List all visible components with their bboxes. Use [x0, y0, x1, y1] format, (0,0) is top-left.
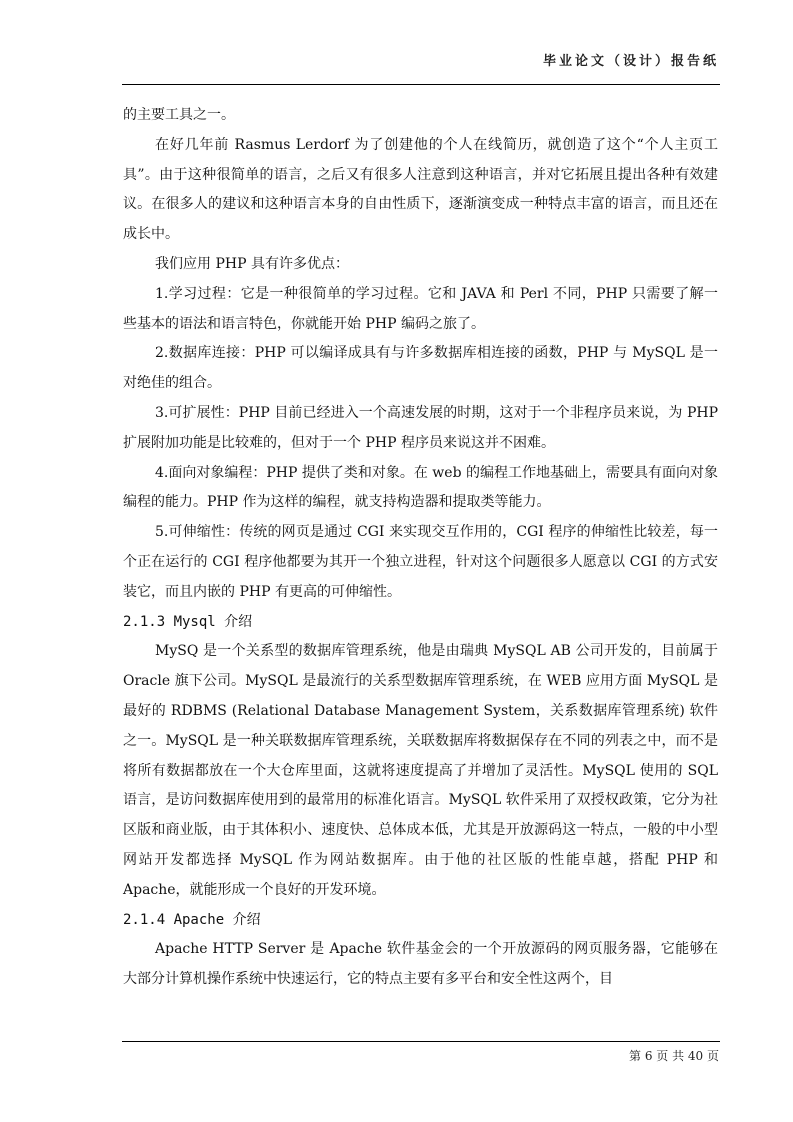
- list-item: 5.可伸缩性：传统的网页是通过 CGI 来实现交互作用的，CGI 程序的伸缩性比较差，每一个正在运行的 CGI 程序他都要为其开一个独立进程，针对这个问题很多人愿意以 CGI 的方式安装它，而且内嵌的 PHP 有更高的可伸缩性。: [123, 524, 718, 600]
- document-body: [123, 101, 718, 995]
- list-item: 2.数据库连接：PHP 可以编译成具有与许多数据库相连接的函数，PHP 与 MySQL 是一对绝佳的组合。: [123, 345, 718, 392]
- list-item: 4.面向对象编程：PHP 提供了类和对象。在 web 的编程工作地基础上，需要具有面向对象编程的能力。PHP 作为这样的编程，就支持构造器和提取类等能力。: [123, 464, 718, 511]
- list-item: 3.可扩展性：PHP 目前已经进入一个高速发展的时期，这对于一个非程序员来说，为 PHP 扩展附加功能是比较难的，但对于一个 PHP 程序员来说这并不困难。: [123, 404, 718, 451]
- paragraph: 在好几年前 Rasmus Lerdorf 为了创建他的个人在线简历，就创造了这个“个人主页工具”。由于这种很简单的语言，之后又有很多人注意到这种语言，并对它拓展且提出各种有效建议。在很多人的建议和这种语言本身的自由性质下，逐渐演变成一种特点丰富的语言，而且还在成长中。: [123, 136, 718, 243]
- header-divider: [122, 84, 720, 85]
- paragraph: 我们应用 PHP 具有许多优点：: [155, 255, 349, 272]
- section-heading-apache: 2.1.4 Apache 介绍: [123, 911, 261, 928]
- paragraph: 的主要工具之一。: [123, 107, 235, 123]
- paragraph: MySQ 是一个关系型的数据库管理系统，他是由瑞典 MySQL AB 公司开发的，目前属于 Oracle 旗下公司。MySQL 是最流行的关系型数据库管理系统，在 WEB 应用方面 MySQL 是最好的 RDBMS (Relational Database Management System，关系数据库管理系统) 软件之一。MySQL 是一种关联数据库管理系统，关联数据库将数据保存在不同的列表之中，而不是将所有数据都放在一个大仓库里面，这就将速度提高了并增加了灵活性。MySQL 使用的 SQL 语言，是访问数据库使用到的最常用的标准化语言。MySQL 软件采用了双授权政策，它分为社区版和商业版，由于其体积小、速度快、总体成本低，尤其是开放源码这一特点，一般的中小型网站开发都选择 MySQL 作为网站数据库。由于他的社区版的性能卓越，搭配 PHP 和 Apache，就能形成一个良好的开发环境。: [123, 643, 718, 898]
- footer-divider: [122, 1041, 720, 1042]
- paragraph: Apache HTTP Server 是 Apache 软件基金会的一个开放源码的网页服务器，它能够在大部分计算机操作系统中快速运行，它的特点主要有多平台和安全性这两个，目: [123, 941, 718, 988]
- section-heading-mysql: 2.1.3 Mysql 介绍: [123, 613, 253, 630]
- list-item: 1.学习过程：它是一种很简单的学习过程。它和 JAVA 和 Perl 不同，PHP 只需要了解一些基本的语法和语言特色，你就能开始 PHP 编码之旅了。: [123, 285, 718, 332]
- page-header-title: 毕业论文（设计）报告纸: [542, 54, 719, 69]
- page-number: 第 6 页 共 40 页: [629, 1049, 719, 1063]
